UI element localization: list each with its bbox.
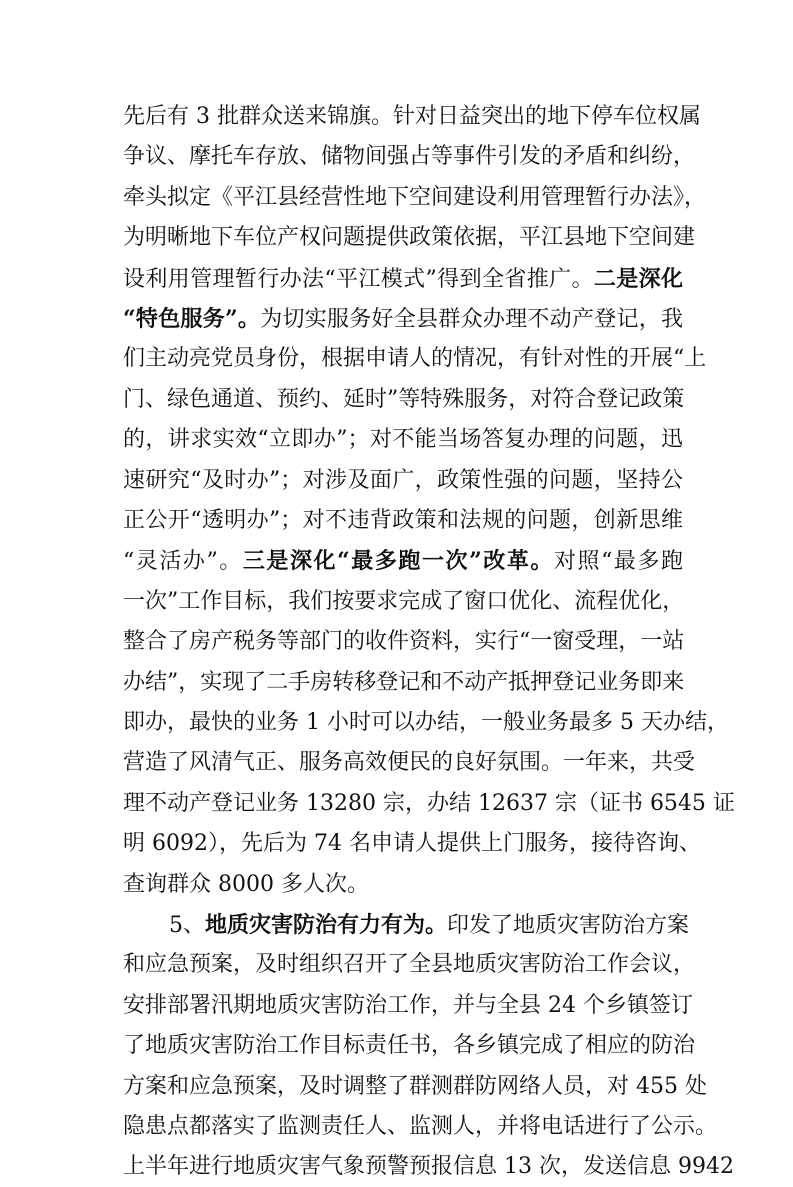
text-line bbox=[123, 420, 683, 460]
text-segment: 上半年进行地质灾害气象预警预报信息 13 次，发送信息 9942 bbox=[123, 1154, 734, 1180]
text-segment: 们主动亮党员身份，根据申请人的情况，有针对性的开展“上 bbox=[123, 346, 707, 372]
text-line bbox=[123, 541, 683, 581]
text-segment: 门、绿色通道、预约、延时”等特殊服务，对符合登记政策 bbox=[123, 386, 685, 412]
text-line bbox=[123, 945, 696, 985]
text-line bbox=[123, 703, 729, 743]
text-segment: 的，讲求实效“立即办”；对不能当场答复办理的问题，迅 bbox=[123, 427, 683, 453]
text-segment: 整合了房产税务等部门的收件资料，实行“一窗受理，一站 bbox=[123, 629, 685, 655]
text-line bbox=[123, 137, 696, 177]
text-line bbox=[123, 97, 701, 137]
text-line bbox=[123, 663, 683, 703]
text-line bbox=[123, 1107, 718, 1147]
text-segment: 营造了风清气正、服务高效便民的良好氛围。一年来，共受 bbox=[123, 750, 696, 776]
text-line bbox=[123, 299, 683, 339]
text-segment: 先后有 3 批群众送来锦旗。针对日益突出的地下停车位权属 bbox=[123, 104, 701, 129]
text-line bbox=[123, 1147, 734, 1187]
text-segment: 理不动产登记业务 13280 宗，办结 12637 宗（证书 6545 证 bbox=[123, 790, 735, 816]
text-segment: 5、 bbox=[169, 913, 205, 938]
text-line bbox=[123, 259, 683, 299]
text-line bbox=[123, 380, 683, 420]
text-segment: 一次”工作目标，我们按要求完成了窗口优化、流程优化， bbox=[123, 588, 685, 614]
text-segment: “灵活办”。 bbox=[123, 549, 243, 575]
text-segment: 方案和应急预案，及时调整了群测群防网络人员，对 455 处 bbox=[123, 1073, 707, 1099]
text-line bbox=[123, 986, 693, 1026]
text-line bbox=[123, 622, 683, 662]
text-segment: 明 6092），先后为 74 名申请人提供上门服务，接待咨询、 bbox=[123, 831, 701, 857]
text-segment: 办结”，实现了二手房转移登记和不动产抵押登记业务即来 bbox=[123, 669, 685, 695]
text-segment: 了地质灾害防治工作目标责任书，各乡镇完成了相应的防治 bbox=[123, 1033, 696, 1059]
text-segment: 牵头拟定《平江县经营性地下空间建设利用管理暂行办法》， bbox=[123, 184, 707, 210]
text-line bbox=[123, 178, 707, 218]
text-line bbox=[123, 865, 683, 905]
text-segment: 为切实服务好全县群众办理不动产登记，我 bbox=[260, 307, 683, 332]
text-segment: 查询群众 8000 多人次。 bbox=[123, 871, 369, 897]
text-segment: 印发了地质灾害防治方案 bbox=[447, 913, 690, 938]
bold-text-segment: 二是深化 bbox=[593, 265, 683, 292]
text-segment: 对照“最多跑 bbox=[553, 549, 684, 575]
text-line bbox=[123, 1026, 696, 1066]
text-line bbox=[169, 905, 690, 945]
text-segment: 正公开“透明办”；对不违背政策和法规的问题，创新思维 bbox=[123, 508, 683, 533]
text-line bbox=[123, 218, 696, 258]
text-line bbox=[123, 824, 701, 864]
text-line bbox=[123, 1067, 707, 1107]
text-line bbox=[123, 784, 735, 824]
bold-text-segment: 地质灾害防治有力有为。 bbox=[205, 912, 448, 938]
text-segment: 隐患点都落实了监测责任人、监测人，并将电话进行了公示。 bbox=[123, 1114, 718, 1139]
bold-text-segment: “特色服务”。 bbox=[123, 306, 261, 332]
text-line bbox=[123, 461, 683, 501]
text-segment: 争议、摩托车存放、储物间强占等事件引发的矛盾和纠纷， bbox=[123, 144, 696, 170]
text-line bbox=[123, 582, 683, 622]
text-line bbox=[123, 501, 683, 541]
text-segment: 速研究“及时办”；对涉及面广，政策性强的问题，坚持公 bbox=[123, 467, 683, 493]
text-segment: 安排部署汛期地质灾害防治工作，并与全县 24 个乡镇签订 bbox=[123, 992, 693, 1018]
text-line bbox=[123, 339, 707, 379]
text-segment: 即办，最快的业务 1 小时可以办结，一般业务最多 5 天办结， bbox=[123, 710, 729, 735]
text-segment: 为明晰地下车位产权问题提供政策依据，平江县地下空间建 bbox=[123, 225, 696, 251]
text-segment: 设利用管理暂行办法“平江模式”得到全省推广。 bbox=[123, 266, 594, 292]
text-segment: 和应急预案，及时组织召开了全县地质灾害防治工作会议， bbox=[123, 952, 696, 978]
text-line bbox=[123, 743, 696, 783]
bold-text-segment: 三是深化“最多跑一次”改革。 bbox=[242, 548, 554, 575]
